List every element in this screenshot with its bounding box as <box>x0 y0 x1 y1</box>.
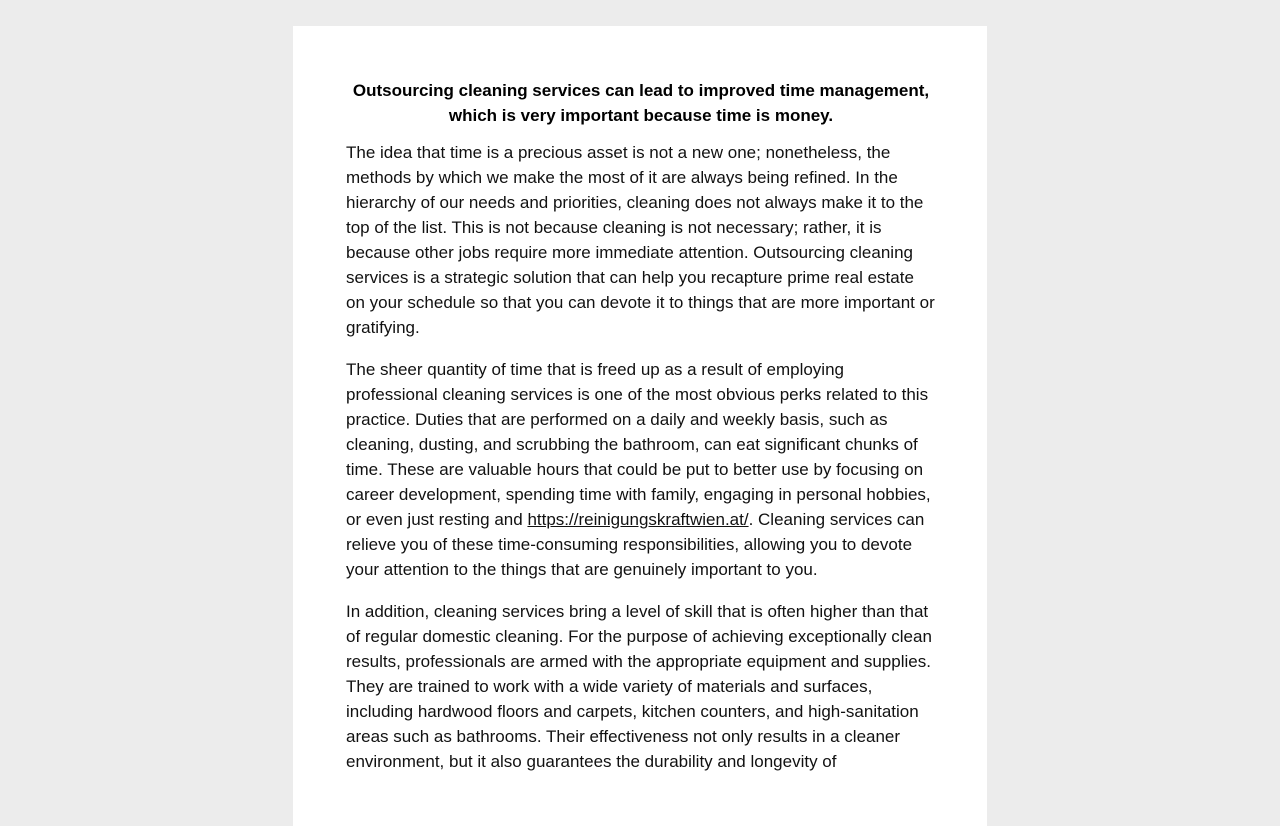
paragraph-text-after-link: . Cleaning services can relieve you of these time-consuming responsibilities, allowing you to devote your attention to the things that are genuinely important to you. <box>346 510 925 579</box>
article-paragraph-2 <box>346 357 936 582</box>
article-title: Outsourcing cleaning services can lead to improved time management, which is very important because time is money. <box>352 81 930 125</box>
article-paragraph-1: The idea that time is a precious asset is not a new one; nonetheless, the methods by which we make the most of it are always being refined. In the hierarchy of our needs and priorities, cleaning does not always make it to the top of the list. This is not because cleaning is not necessary; rather, it is because other jobs require more immediate attention. Outsourcing cleaning services is a strategic solution that can help you recapture prime real estate on your schedule so that you can devote it to things that are more important or gratifying. <box>346 143 935 337</box>
article-content <box>346 78 936 791</box>
reinigungskraftwien-link[interactable]: https://reinigungskraftwien.at/ <box>527 510 749 529</box>
document-page <box>293 26 987 826</box>
article-paragraph-3: In addition, cleaning services bring a level of skill that is often higher than that of regular domestic cleaning. For the purpose of achieving exceptionally clean results, professionals are armed with the appropriate equipment and supplies. They are trained to work with a wide variety of materials and surfaces, including hardwood floors and carpets, kitchen counters, and high-sanitation areas such as bathrooms. Their effectiveness not only results in a cleaner environment, but it also guarantees the durability and longevity of <box>346 602 932 771</box>
paragraph-text-before-link: The sheer quantity of time that is freed up as a result of employing professional cleaning services is one of the most obvious perks related to this practice. Duties that are performed on a daily and weekly basis, such as cleaning, dusting, and scrubbing the bathroom, can eat significant chunks of time. These are valuable hours that could be put to better use by focusing on career development, spending time with family, engaging in personal hobbies, or even just resting and <box>346 360 931 529</box>
